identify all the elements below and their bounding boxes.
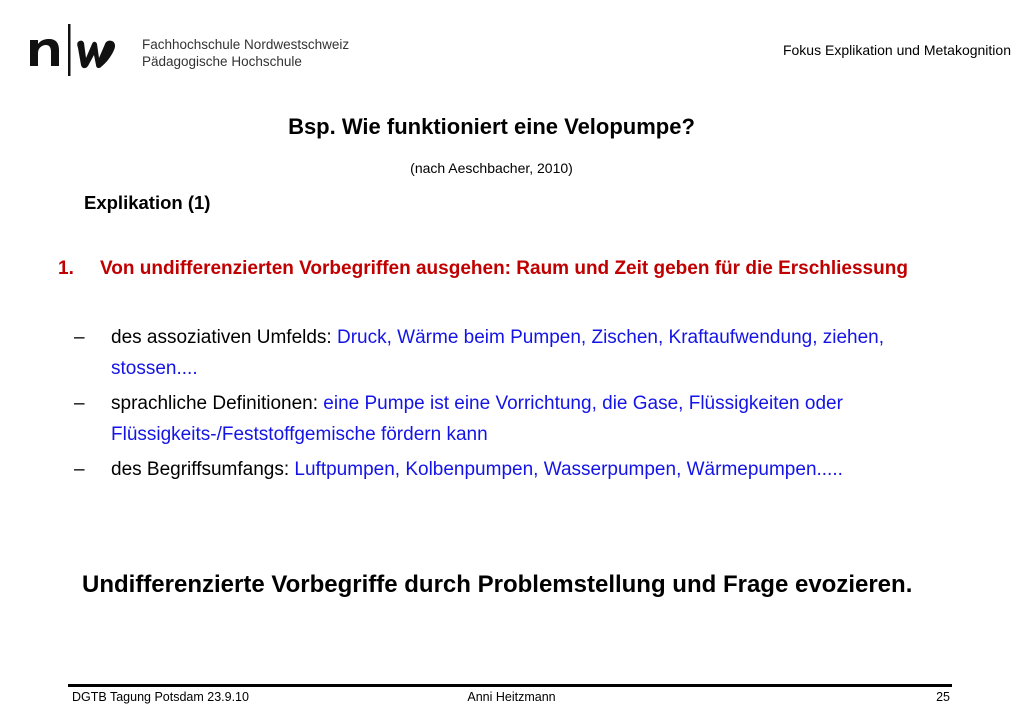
dash-item-detail: Luftpumpen, Kolbenpumpen, Wasserpumpen, Wärmepumpen.....: [294, 459, 843, 480]
dash-item-definitions: [74, 388, 934, 450]
dash-bullet: –: [74, 459, 85, 480]
slide-title: Bsp. Wie funktioniert eine Velopumpe?: [288, 114, 695, 139]
dash-item-scope: [74, 454, 934, 485]
dash-list: [74, 322, 934, 489]
institution-line-1: Fachhochschule Nordwestschweiz: [142, 37, 350, 52]
conclusion-statement: Undifferenzierte Vorbegriffe durch Problemstellung und Frage evozieren.: [82, 571, 913, 598]
page-number: 25: [936, 690, 950, 704]
dash-bullet: –: [74, 393, 85, 414]
dash-item-detail: Druck, Wärme beim Pumpen, Zischen, Kraftaufwendung, ziehen, stossen....: [111, 327, 885, 379]
dash-bullet: –: [74, 327, 85, 348]
header-topic: Fokus Explikation und Metakognition: [782, 42, 1011, 58]
dash-item-label: des Begriffsumfangs:: [111, 459, 295, 480]
numbered-item: [58, 255, 958, 283]
numbered-item-text: Von undifferenzierten Vorbegriffen ausgehen: Raum und Zeit geben für die Erschliessung: [100, 258, 908, 279]
dash-item-detail: eine Pumpe ist eine Vorrichtung, die Gase, Flüssigkeiten oder Flüssigkeits-/Feststoffgemische fördern kann: [111, 393, 843, 445]
footer-author: Anni Heitzmann: [467, 690, 556, 704]
footer-event: DGTB Tagung Potsdam 23.9.10: [72, 690, 249, 704]
nw-logo-icon: [28, 22, 128, 78]
dash-item-label: des assoziativen Umfelds:: [111, 327, 337, 348]
institution-name: [142, 36, 349, 70]
section-heading: Explikation (1): [84, 192, 211, 213]
footer-divider: [68, 684, 952, 687]
dash-item-label: sprachliche Definitionen:: [111, 393, 324, 414]
numbered-item-number: 1.: [58, 258, 74, 279]
slide-subtitle: (nach Aeschbacher, 2010): [410, 160, 573, 176]
dash-item-associative: [74, 322, 934, 384]
institution-line-2: Pädagogische Hochschule: [142, 54, 302, 69]
